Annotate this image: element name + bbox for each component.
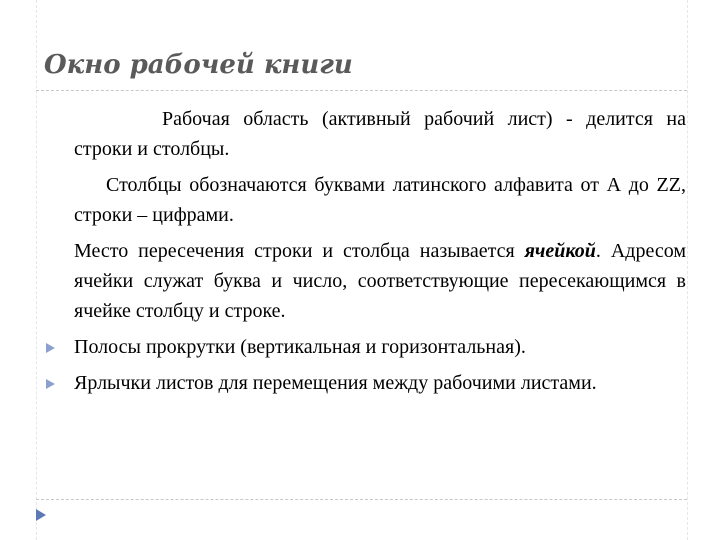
footer-triangle-icon [36, 509, 46, 521]
slide-left-guide [36, 0, 37, 540]
slide-title: Окно рабочей книги [44, 50, 353, 80]
bullet-triangle-icon [46, 379, 55, 389]
paragraph-work-area-text: Рабочая область (активный рабочий лист) - делится на строки и столбцы. [74, 108, 686, 160]
bullet-item-scrollbars [74, 332, 686, 362]
paragraph-cell-text-before: Место пересечения строки и столбца называется [74, 240, 525, 262]
slide-right-guide [687, 0, 688, 540]
paragraph-cell-text-after: . Адресом ячейки служат буква и число, соответствующие пересекающимся в ячейке столбцу и строке. [74, 240, 686, 322]
bullet-item-sheet-tabs [74, 368, 686, 398]
bullet-item-sheet-tabs-text: Ярлычки листов для перемещения между рабочими листами. [74, 372, 597, 394]
paragraph-columns [74, 170, 686, 230]
bullet-item-scrollbars-text: Полосы прокрутки (вертикальная и горизонтальная). [74, 336, 526, 358]
footer-divider [36, 499, 687, 500]
title-divider [36, 90, 687, 91]
paragraph-cell [74, 236, 686, 326]
paragraph-columns-text: Столбцы обозначаются буквами латинского алфавита от А до ZZ, строки – цифрами. [74, 174, 686, 226]
paragraph-cell-keyword: ячейкой [524, 240, 596, 262]
bullet-triangle-icon [46, 343, 55, 353]
paragraph-work-area [74, 104, 686, 164]
slide-body [74, 104, 686, 404]
